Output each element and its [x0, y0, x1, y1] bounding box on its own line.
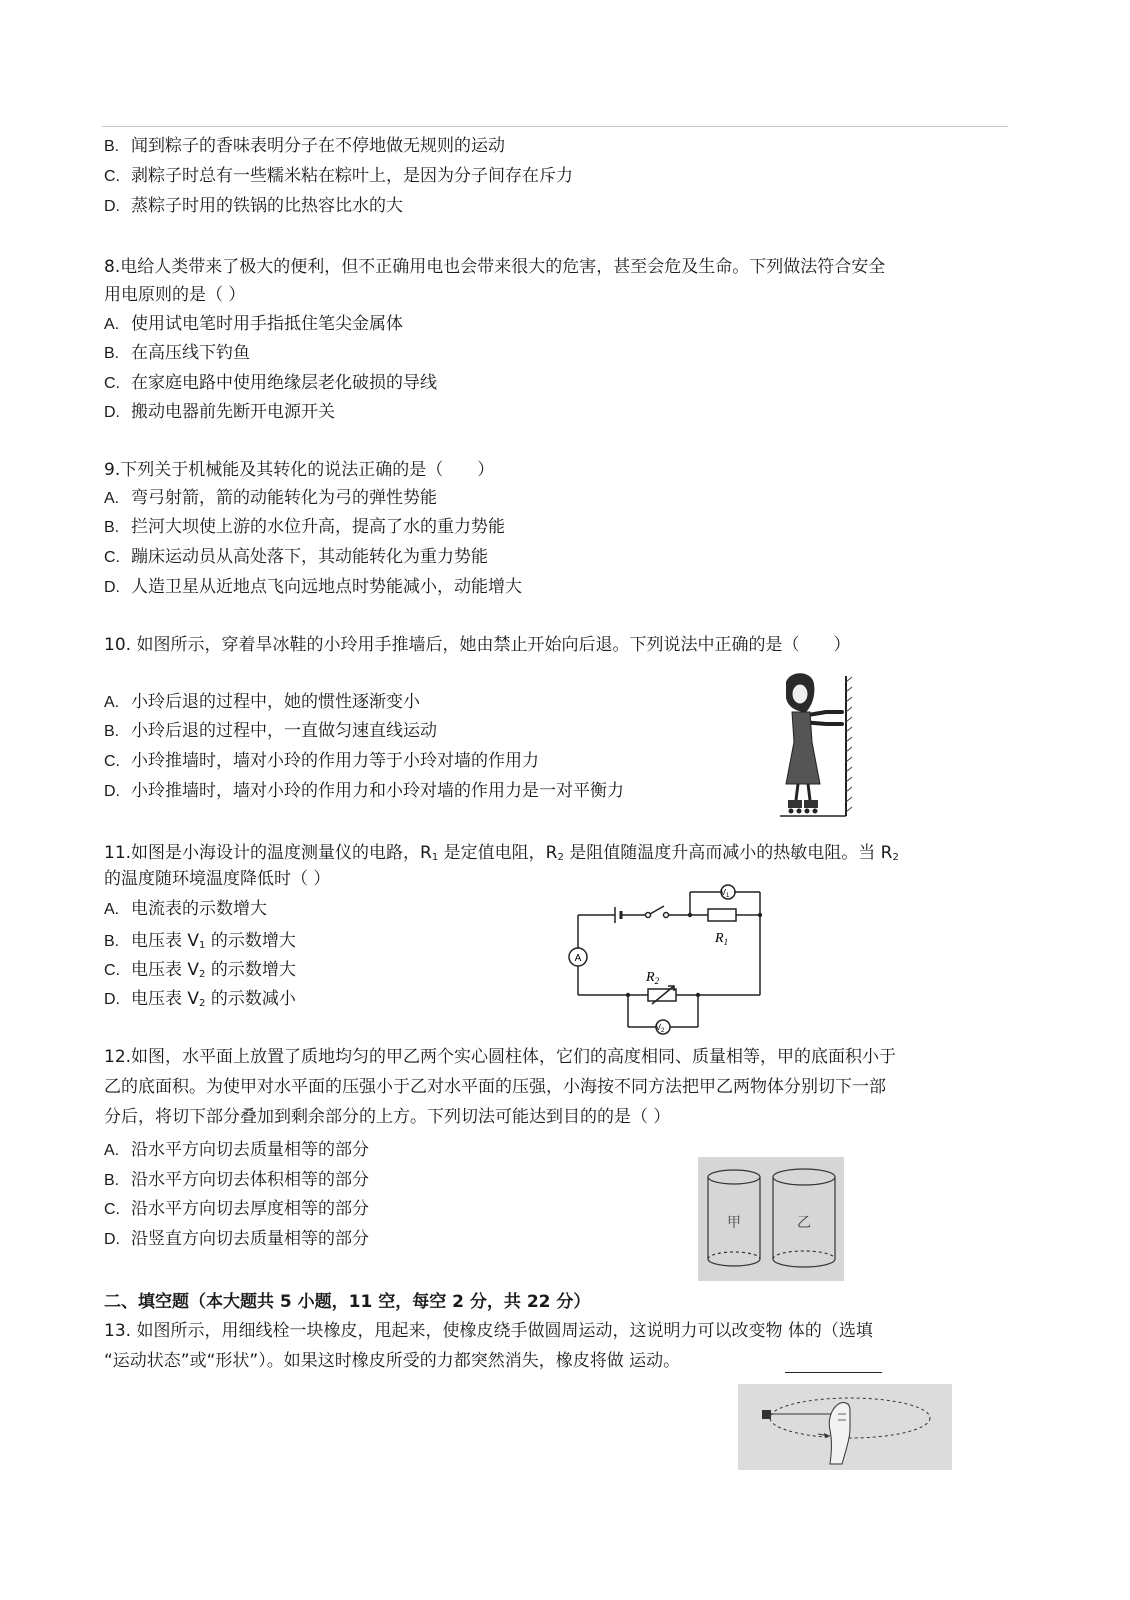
q10-option-d: D. 小玲推墙时，墙对小玲的作用力和小玲对墙的作用力是一对平衡力 [104, 781, 624, 801]
q8-option-c: C. 在家庭电路中使用绝缘层老化破损的导线 [104, 373, 437, 393]
q11-option-d: D. 电压表 $V_2$ 的示数减小 [104, 989, 296, 1009]
q9-stem: 9.下列关于机械能及其转化的说法正确的是（ ） [104, 460, 495, 480]
q10-stem: 10. 如图所示，穿着旱冰鞋的小玲用手推墙后，她由禁止开始向后退。下列说法中正确的是（ ） [104, 635, 851, 655]
header-rule [102, 126, 1008, 127]
section-2-heading: 二、填空题（本大题共 5 小题，11 空，每空 2 分，共 22 分） [104, 1292, 591, 1312]
q11-option-c: C. 电压表 $V_2$ 的示数增大 [104, 960, 296, 980]
r1-label: $R_1$ [715, 931, 729, 947]
q7-option-b: B. 闻到粽子的香味表明分子在不停地做无规则的运动 [104, 136, 505, 156]
v2-label: $V_2$ [655, 1023, 665, 1034]
cylinder-yi-label: 乙 [797, 1215, 811, 1231]
q8-stem-line1: 8.电给人类带来了极大的便利，但不正确用电也会带来很大的危害，甚至会危及生命。下列做法符合安全 [104, 257, 886, 277]
q9-option-c: C. 蹦床运动员从高处落下，其动能转化为重力势能 [104, 547, 488, 567]
q12-stem-line2: 乙的底面积。为使甲对水平面的压强小于乙对水平面的压强，小海按不同方法把甲乙两物体分别切下一部 [104, 1077, 886, 1097]
q11-option-a: A. 电流表的示数增大 [104, 899, 267, 919]
q8-option-b: B. 在高压线下钓鱼 [104, 343, 250, 363]
q13-stem-line2: “运动状态”或“形状”）。如果这时橡皮所受的力都突然消失，橡皮将做 运动。 [104, 1351, 681, 1371]
q10-option-b: B. 小玲后退的过程中，一直做匀速直线运动 [104, 721, 437, 741]
q10-option-a: A. 小玲后退的过程中，她的惯性逐渐变小 [104, 692, 420, 712]
r2-label: $R_2$ [646, 970, 660, 986]
girl-pushing-wall-figure [776, 672, 856, 820]
q12-option-b: B. 沿水平方向切去体积相等的部分 [104, 1170, 369, 1190]
q13-stem-line1: 13. 如图所示，用细线栓一块橡皮，甩起来，使橡皮绕手做圆周运动，这说明力可以改变物 体的（选填 [104, 1321, 873, 1341]
q9-option-d: D. 人造卫星从近地点飞向远地点时势能减小，动能增大 [104, 577, 522, 597]
q11-stem-line1: 11.如图是小海设计的温度测量仪的电路，$R_1$ 是定值电阻，$R_2$ 是阻值随温度升高而减小的热敏电阻。当 $R_2$ [104, 843, 899, 863]
ammeter-label: A [574, 953, 582, 964]
circuit-diagram [560, 880, 780, 1040]
q7-option-d: D. 蒸粽子时用的铁锅的比热容比水的大 [104, 196, 403, 216]
q9-option-a: A. 弯弓射箭，箭的动能转化为弓的弹性势能 [104, 488, 437, 508]
q12-stem-line3: 分后，将切下部分叠加到剩余部分的上方。下列切法可能达到目的的是（ ） [104, 1107, 671, 1127]
v1-label: $V_1$ [720, 888, 730, 899]
q10-option-c: C. 小玲推墙时，墙对小玲的作用力等于小玲对墙的作用力 [104, 751, 539, 771]
cylinder-jia-label: 甲 [727, 1215, 741, 1231]
q12-stem-line1: 12.如图，水平面上放置了质地均匀的甲乙两个实心圆柱体，它们的高度相同、质量相等，甲的底面积小于 [104, 1047, 897, 1067]
cylinders-figure [698, 1157, 844, 1281]
q12-option-a: A. 沿水平方向切去质量相等的部分 [104, 1140, 369, 1160]
q7-option-c: C. 剥粽子时总有一些糯米粘在粽叶上，是因为分子间存在斥力 [104, 166, 573, 186]
q11-option-b: B. 电压表 $V_1$ 的示数增大 [104, 931, 296, 951]
q8-option-d: D. 搬动电器前先断开电源开关 [104, 402, 335, 422]
q8-stem-line2: 用电原则的是（ ） [104, 285, 246, 305]
q11-stem-line2: 的温度随环境温度降低时（ ） [104, 869, 331, 889]
q8-option-a: A. 使用试电笔时用手指抵住笔尖金属体 [104, 314, 403, 334]
q12-option-c: C. 沿水平方向切去厚度相等的部分 [104, 1199, 369, 1219]
q12-option-d: D. 沿竖直方向切去质量相等的部分 [104, 1229, 369, 1249]
swinging-eraser-figure [738, 1384, 952, 1470]
answer-blank [785, 1372, 882, 1373]
q9-option-b: B. 拦河大坝使上游的水位升高，提高了水的重力势能 [104, 517, 505, 537]
